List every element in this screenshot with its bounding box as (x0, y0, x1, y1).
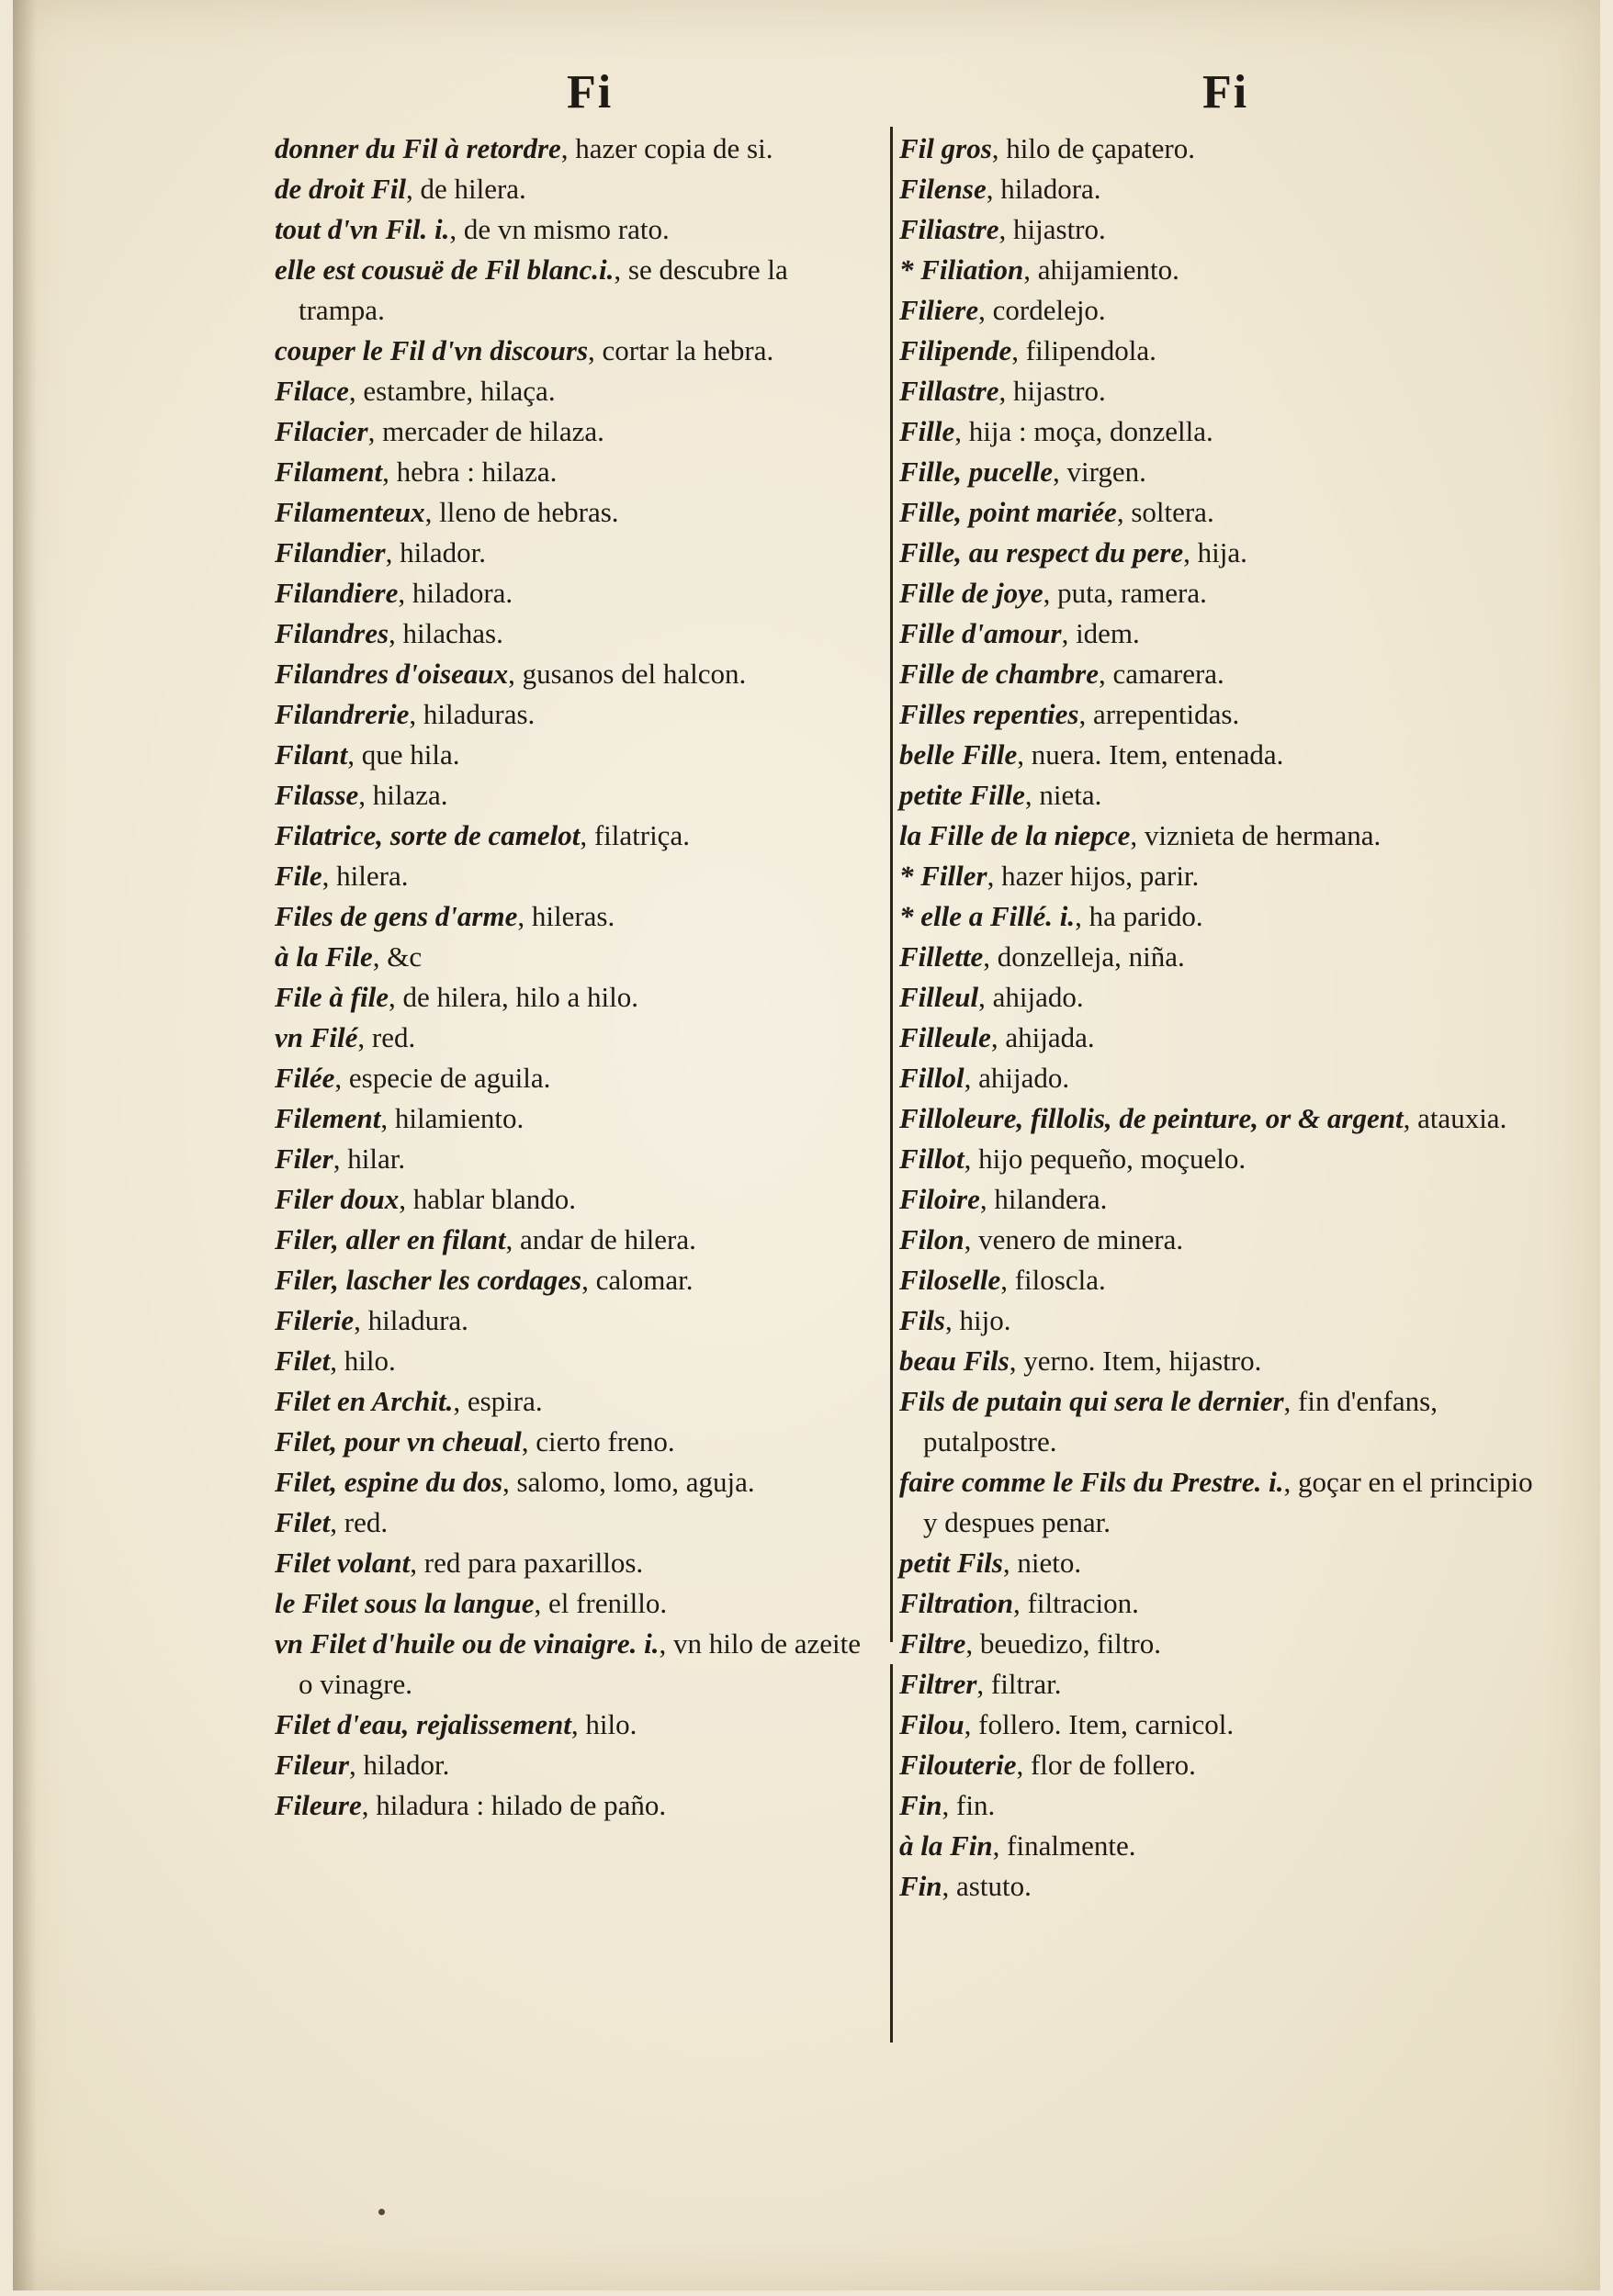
entry-headword: Files de gens d'arme (275, 900, 518, 932)
dictionary-entry: Filet en Archit., espira. (275, 1385, 543, 1417)
entry-headword: Filet, pour vn cheual (275, 1425, 522, 1458)
dictionary-entry: * elle a Fillé. i., ha parido. (899, 900, 1203, 932)
right-guide-word: Fi (1202, 66, 1249, 118)
dictionary-entry: Fille de chambre, camarera. (899, 658, 1224, 690)
entry-headword: Filleul (899, 981, 979, 1013)
entry-definition: goçar en el principio y despues penar. (923, 1466, 1533, 1538)
dictionary-entry: Fil gros, hilo de çapatero. (899, 132, 1195, 164)
entry-headword: Filiere (899, 294, 979, 326)
entry-definition: hilamiento. (394, 1102, 525, 1134)
dictionary-entry: Filament, hebra : hilaza. (275, 456, 558, 488)
entry-definition: cierto freno. (536, 1425, 675, 1458)
entry-definition: se descubre la trampa. (299, 253, 788, 326)
dictionary-entry: Fillastre, hijastro. (899, 375, 1106, 407)
dictionary-entry: Filleul, ahijado. (899, 981, 1084, 1013)
entry-headword: la Fille de la niepce (899, 819, 1131, 851)
left-entry-list (275, 129, 881, 1826)
entry-definition: donzelleja, niña. (997, 940, 1185, 973)
dictionary-entry: petit Fils, nieto. (899, 1547, 1082, 1579)
entry-definition: gusanos del halcon. (522, 658, 747, 690)
entry-definition: red para paxarillos. (423, 1547, 644, 1579)
dictionary-entry: Filatrice, sorte de camelot, filatriça. (275, 819, 690, 851)
entry-definition: filtracion. (1027, 1587, 1139, 1619)
entry-headword: * Filler (899, 860, 987, 892)
dictionary-entry: Fille, point mariée, soltera. (899, 496, 1214, 528)
entry-definition: de hilera, hilo a hilo. (402, 981, 639, 1013)
dictionary-entry: Filandres d'oiseaux, gusanos del halcon. (275, 658, 747, 690)
entry-definition: beuedizo, filtro. (979, 1627, 1161, 1660)
dictionary-entry: Filipende, filipendola. (899, 334, 1156, 366)
entry-definition: finalmente. (1007, 1829, 1136, 1862)
dictionary-entry: Filerie, hiladura. (275, 1304, 468, 1336)
dictionary-entry: Filiere, cordelejo. (899, 294, 1106, 326)
entry-headword: Filet volant (275, 1547, 411, 1579)
dictionary-entry: Fin, astuto. (899, 1870, 1032, 1902)
dictionary-entry: Filet, pour vn cheual, cierto freno. (275, 1425, 675, 1458)
dictionary-entry: Filandrerie, hiladuras. (275, 698, 536, 730)
entry-definition: cordelejo. (992, 294, 1106, 326)
entry-headword: Filant (275, 738, 348, 771)
dictionary-entry: Fin, fin. (899, 1789, 996, 1821)
entry-definition: andar de hilera. (519, 1223, 696, 1255)
dictionary-entry: Fillol, ahijado. (899, 1062, 1070, 1094)
entry-definition: estambre, hilaça. (363, 375, 556, 407)
entry-definition: filoscla. (1014, 1264, 1106, 1296)
entry-definition: arrepentidas. (1092, 698, 1240, 730)
dictionary-entry: File, hilera. (275, 860, 409, 892)
entry-definition: virgen. (1066, 456, 1146, 488)
dictionary-entry: Filasse, hilaza. (275, 779, 448, 811)
entry-headword: Filer (275, 1142, 333, 1175)
entry-headword: Fillastre (899, 375, 999, 407)
dictionary-entry: Filandres, hilachas. (275, 617, 503, 649)
entry-headword: Filet en Archit. (275, 1385, 454, 1417)
entry-definition: salomo, lomo, aguja. (516, 1466, 755, 1498)
dictionary-entry: Filée, especie de aguila. (275, 1062, 551, 1094)
entry-definition: hija. (1197, 536, 1247, 568)
entry-definition: calomar. (595, 1264, 694, 1296)
left-column (275, 64, 881, 1826)
dictionary-entry: File à file, de hilera, hilo a hilo. (275, 981, 639, 1013)
entry-headword: Filou (899, 1708, 964, 1740)
entry-definition: de hilera. (420, 173, 526, 205)
entry-headword: Fil gros (899, 132, 992, 164)
dictionary-entry: * Filiation, ahijamiento. (899, 253, 1179, 286)
entry-headword: le Filet sous la langue (275, 1587, 535, 1619)
entry-definition: follero. Item, carnicol. (978, 1708, 1235, 1740)
dictionary-entry: Filles repenties, arrepentidas. (899, 698, 1240, 730)
dictionary-entry: Filer, hilar. (275, 1142, 406, 1175)
dictionary-entry: Filtre, beuedizo, filtro. (899, 1627, 1161, 1660)
entry-definition: hiladura : hilado de paño. (376, 1789, 667, 1821)
entry-headword: belle Fille (899, 738, 1018, 771)
entry-definition: cortar la hebra. (602, 334, 774, 366)
entry-definition: red. (371, 1021, 416, 1053)
entry-definition: fin. (956, 1789, 996, 1821)
dictionary-entry: beau Fils, yerno. Item, hijastro. (899, 1345, 1262, 1377)
entry-headword: Fils (899, 1304, 945, 1336)
entry-definition: hilador. (363, 1749, 450, 1781)
dictionary-entry: Fillot, hijo pequeño, moçuelo. (899, 1142, 1246, 1175)
entry-headword: Filandier (275, 536, 386, 568)
dictionary-entry: Filant, que hila. (275, 738, 460, 771)
dictionary-entry: Filouterie, flor de follero. (899, 1749, 1196, 1781)
entry-headword: Fillol (899, 1062, 964, 1094)
entry-definition: ha parido. (1088, 900, 1203, 932)
entry-definition: idem. (1076, 617, 1140, 649)
entry-definition: &c (387, 940, 423, 973)
entry-headword: Fileur (275, 1749, 349, 1781)
entry-headword: Filer doux (275, 1183, 400, 1215)
entry-definition: hilera. (336, 860, 409, 892)
dictionary-entry: donner du Fil à retordre, hazer copia de si. (275, 132, 773, 164)
entry-definition: red. (344, 1506, 389, 1538)
dictionary-entry: Filoire, hilandera. (899, 1183, 1108, 1215)
dictionary-entry: Filer, lascher les cordages, calomar. (275, 1264, 694, 1296)
entry-headword: Filtration (899, 1587, 1014, 1619)
entry-definition: hazer copia de si. (575, 132, 773, 164)
dictionary-entry: Filer doux, hablar blando. (275, 1183, 577, 1215)
entry-definition: hijo pequeño, moçuelo. (978, 1142, 1246, 1175)
entry-headword: File (275, 860, 322, 892)
entry-headword: de droit Fil (275, 173, 406, 205)
dictionary-entry: Fille, hija : moça, donzella. (899, 415, 1213, 447)
entry-headword: Fin (899, 1789, 942, 1821)
entry-headword: Filleule (899, 1021, 991, 1053)
entry-definition: hijastro. (1013, 213, 1106, 245)
entry-definition: camarera. (1112, 658, 1224, 690)
dictionary-entry: Filandier, hilador. (275, 536, 486, 568)
dictionary-entry: Filon, venero de minera. (899, 1223, 1184, 1255)
entry-headword: Filet (275, 1345, 331, 1377)
dictionary-entry: Filtrer, filtrar. (899, 1668, 1062, 1700)
dictionary-entry: Filer, aller en filant, andar de hilera. (275, 1223, 696, 1255)
dictionary-entry: Filoselle, filoscla. (899, 1264, 1106, 1296)
entry-definition: fin d'enfans, putalpostre. (923, 1385, 1438, 1458)
dictionary-entry: la Fille de la niepce, viznieta de hermana. (899, 819, 1382, 851)
entry-definition: nieta. (1039, 779, 1102, 811)
entry-definition: soltera. (1131, 496, 1214, 528)
entry-headword: Filace (275, 375, 349, 407)
entry-headword: Filoselle (899, 1264, 1001, 1296)
dictionary-entry: Filacier, mercader de hilaza. (275, 415, 604, 447)
entry-headword: donner du Fil à retordre (275, 132, 561, 164)
entry-headword: Filon (899, 1223, 964, 1255)
column-rule-lower (890, 1664, 893, 2043)
entry-definition: hebra : hilaza. (396, 456, 558, 488)
dictionary-entry: Fillette, donzelleja, niña. (899, 940, 1185, 973)
entry-definition: especie de aguila. (348, 1062, 551, 1094)
entry-headword: Filer, aller en filant (275, 1223, 506, 1255)
dictionary-entry: Fileure, hiladura : hilado de paño. (275, 1789, 667, 1821)
dictionary-entry: Filleule, ahijada. (899, 1021, 1095, 1053)
entry-headword: * elle a Fillé. i. (899, 900, 1076, 932)
entry-definition: filatriça. (593, 819, 690, 851)
entry-definition: espira. (467, 1385, 543, 1417)
dictionary-entry: Fileur, hilador. (275, 1749, 450, 1781)
dictionary-entry: * Filler, hazer hijos, parir. (899, 860, 1200, 892)
entry-definition: hiladuras. (423, 698, 536, 730)
dictionary-entry: elle est cousuë de Fil blanc.i., se descubre la trampa. (275, 253, 788, 326)
entry-headword: vn Filet d'huile ou de vinaigre. i. (275, 1627, 660, 1660)
dictionary-entry: à la File, &c (275, 940, 423, 973)
entry-headword: Filacier (275, 415, 368, 447)
dictionary-entry: Filandiere, hiladora. (275, 577, 513, 609)
entry-definition: hilaza. (372, 779, 448, 811)
entry-definition: ahijamiento. (1037, 253, 1179, 286)
dictionary-entry: Filou, follero. Item, carnicol. (899, 1708, 1235, 1740)
entry-headword: Filles repenties (899, 698, 1079, 730)
entry-definition: astuto. (956, 1870, 1032, 1902)
dictionary-entry: Fille, pucelle, virgen. (899, 456, 1146, 488)
entry-headword: Filandres (275, 617, 389, 649)
entry-definition: hilar. (347, 1142, 406, 1175)
entry-definition: hija : moça, donzella. (968, 415, 1213, 447)
dictionary-entry: à la Fin, finalmente. (899, 1829, 1136, 1862)
entry-definition: filtrar. (990, 1668, 1062, 1700)
entry-headword: Fillot (899, 1142, 964, 1175)
entry-headword: Filiastre (899, 213, 999, 245)
entry-headword: File à file (275, 981, 389, 1013)
entry-headword: Filer, lascher les cordages (275, 1264, 582, 1296)
entry-definition: hiladora. (412, 577, 513, 609)
entry-definition: hilo. (585, 1708, 637, 1740)
dictionary-entry: vn Filé, red. (275, 1021, 416, 1053)
dictionary-entry: le Filet sous la langue, el frenillo. (275, 1587, 668, 1619)
entry-headword: Fillette (899, 940, 984, 973)
dictionary-entry: Filet, espine du dos, salomo, lomo, aguja. (275, 1466, 755, 1498)
entry-headword: Fille, point mariée (899, 496, 1117, 528)
ink-speck (378, 2209, 385, 2215)
entry-headword: Filatrice, sorte de camelot (275, 819, 581, 851)
dictionary-entry: Fille de joye, puta, ramera. (899, 577, 1207, 609)
entry-definition: vn hilo de azeite o vinagre. (299, 1627, 862, 1700)
entry-definition: hijo. (959, 1304, 1011, 1336)
entry-definition: que hila. (361, 738, 460, 771)
entry-definition: atauxia. (1417, 1102, 1507, 1134)
dictionary-entry: Filtration, filtracion. (899, 1587, 1139, 1619)
entry-headword: Filtre (899, 1627, 966, 1660)
entry-headword: Filandiere (275, 577, 399, 609)
entry-headword: Fille, pucelle (899, 456, 1054, 488)
dictionary-entry: couper le Fil d'vn discours, cortar la hebra. (275, 334, 774, 366)
entry-headword: Fin (899, 1870, 942, 1902)
entry-headword: Filense (899, 173, 987, 205)
entry-definition: el frenillo. (547, 1587, 668, 1619)
entry-headword: Filandrerie (275, 698, 410, 730)
entry-headword: Filement (275, 1102, 381, 1134)
entry-definition: nieto. (1017, 1547, 1082, 1579)
dictionary-entry: belle Fille, nuera. Item, entenada. (899, 738, 1284, 771)
dictionary-entry: Filet, hilo. (275, 1345, 396, 1377)
entry-definition: lleno de hebras. (439, 496, 619, 528)
entry-headword: Filipende (899, 334, 1012, 366)
entry-definition: hileras. (531, 900, 615, 932)
entry-definition: hablar blando. (412, 1183, 577, 1215)
dictionary-entry: Filement, hilamiento. (275, 1102, 525, 1134)
dictionary-entry: Filet, red. (275, 1506, 389, 1538)
entry-headword: Filet d'eau, rejalissement (275, 1708, 571, 1740)
dictionary-entry: Filense, hiladora. (899, 173, 1101, 205)
entry-headword: petit Fils (899, 1547, 1003, 1579)
entry-headword: à la Fin (899, 1829, 993, 1862)
dictionary-entry: faire comme le Fils du Prestre. i., goçar en el principio y despues penar. (899, 1466, 1533, 1538)
dictionary-entry: tout d'vn Fil. i., de vn mismo rato. (275, 213, 670, 245)
entry-definition: hilo de çapatero. (1006, 132, 1195, 164)
entry-definition: hiladora. (1000, 173, 1101, 205)
entry-definition: viznieta de hermana. (1144, 819, 1382, 851)
entry-headword: faire comme le Fils du Prestre. i. (899, 1466, 1284, 1498)
entry-headword: Filamenteux (275, 496, 425, 528)
entry-headword: couper le Fil d'vn discours (275, 334, 589, 366)
entry-definition: hilador. (400, 536, 486, 568)
entry-definition: puta, ramera. (1057, 577, 1207, 609)
dictionary-page (13, 0, 1600, 2290)
dictionary-entry: Files de gens d'arme, hileras. (275, 900, 615, 932)
dictionary-entry: Fille, au respect du pere, hija. (899, 536, 1247, 568)
entry-definition: hazer hijos, parir. (1001, 860, 1200, 892)
dictionary-entry: Filet d'eau, rejalissement, hilo. (275, 1708, 637, 1740)
column-rule-upper (890, 127, 893, 1642)
entry-headword: elle est cousuë de Fil blanc.i. (275, 253, 615, 286)
entry-headword: Fileure (275, 1789, 362, 1821)
entry-headword: Filament (275, 456, 383, 488)
entry-definition: venero de minera. (978, 1223, 1184, 1255)
entry-headword: Fille de chambre (899, 658, 1099, 690)
entry-definition: ahijado. (992, 981, 1084, 1013)
entry-headword: Fille, au respect du pere (899, 536, 1184, 568)
entry-definition: hijastro. (1013, 375, 1106, 407)
dictionary-entry: Fils, hijo. (899, 1304, 1011, 1336)
dictionary-entry: Filloleure, fillolis, de peinture, or & argent, atauxia. (899, 1102, 1507, 1134)
dictionary-entry: de droit Fil, de hilera. (275, 173, 526, 205)
entry-headword: Filtrer (899, 1668, 977, 1700)
entry-headword: à la File (275, 940, 373, 973)
entry-headword: Filouterie (899, 1749, 1017, 1781)
entry-headword: * Filiation (899, 253, 1024, 286)
dictionary-entry: Fille d'amour, idem. (899, 617, 1140, 649)
dictionary-entry: Filet volant, red para paxarillos. (275, 1547, 644, 1579)
entry-definition: ahijado. (978, 1062, 1070, 1094)
entry-headword: Fils de putain qui sera le dernier (899, 1385, 1284, 1417)
entry-definition: hiladura. (367, 1304, 468, 1336)
left-guide-word: Fi (567, 66, 614, 118)
right-entry-list (899, 129, 1542, 1907)
entry-headword: Filerie (275, 1304, 355, 1336)
entry-headword: tout d'vn Fil. i. (275, 213, 450, 245)
entry-definition: ahijada. (1005, 1021, 1095, 1053)
entry-headword: petite Fille (899, 779, 1025, 811)
entry-headword: Fille (899, 415, 955, 447)
entry-definition: filipendola. (1025, 334, 1156, 366)
entry-headword: vn Filé (275, 1021, 358, 1053)
dictionary-entry: Filace, estambre, hilaça. (275, 375, 556, 407)
entry-headword: beau Fils (899, 1345, 1010, 1377)
dictionary-entry: Fils de putain qui sera le dernier, fin d'enfans, putalpostre. (899, 1385, 1438, 1458)
spine-shadow (13, 0, 37, 2290)
entry-headword: Filet, espine du dos (275, 1466, 503, 1498)
entry-definition: hilandera. (994, 1183, 1108, 1215)
dictionary-entry: petite Fille, nieta. (899, 779, 1102, 811)
entry-definition: de vn mismo rato. (463, 213, 670, 245)
entry-definition: flor de follero. (1030, 1749, 1196, 1781)
entry-definition: yerno. Item, hijastro. (1023, 1345, 1262, 1377)
right-column (899, 64, 1542, 1907)
entry-headword: Filloleure, fillolis, de peinture, or & argent (899, 1102, 1404, 1134)
entry-headword: Fille de joye (899, 577, 1043, 609)
entry-definition: mercader de hilaza. (382, 415, 604, 447)
dictionary-entry: Filamenteux, lleno de hebras. (275, 496, 619, 528)
entry-headword: Filée (275, 1062, 335, 1094)
entry-headword: Filet (275, 1506, 331, 1538)
entry-definition: nuera. Item, entenada. (1031, 738, 1284, 771)
dictionary-entry: Filiastre, hijastro. (899, 213, 1106, 245)
entry-headword: Filoire (899, 1183, 980, 1215)
entry-headword: Fille d'amour (899, 617, 1062, 649)
entry-definition: hilo. (344, 1345, 396, 1377)
dictionary-entry: vn Filet d'huile ou de vinaigre. i., vn hilo de azeite o vinagre. (275, 1627, 862, 1700)
entry-headword: Filasse (275, 779, 359, 811)
entry-definition: hilachas. (402, 617, 503, 649)
entry-headword: Filandres d'oiseaux (275, 658, 509, 690)
